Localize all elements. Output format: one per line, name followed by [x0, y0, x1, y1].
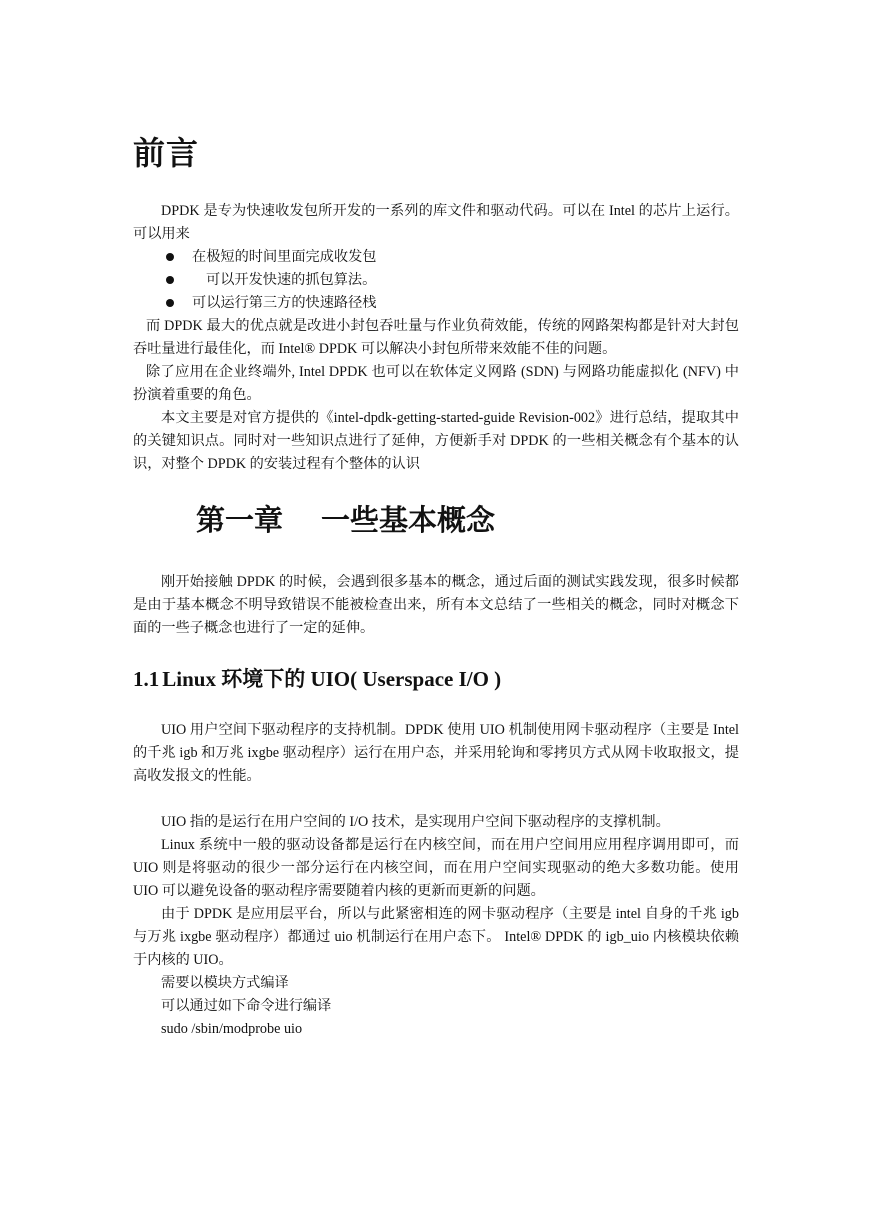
bullet-dot-icon	[166, 276, 174, 284]
section-paragraph-4: 由于 DPDK 是应用层平台，所以与此紧密相连的网卡驱动程序（主要是 intel 自身的千兆 igb 与万兆 ixgbe 驱动程序）都通过 uio 机制运行在用户态下。 Intel® DPDK 的 igb_uio 内核模块依赖于内核的 UIO。	[133, 906, 739, 968]
section-paragraph-2: UIO 指的是运行在用户空间的 I/O 技术，是实现用户空间下驱动程序的支撑机制。	[161, 814, 670, 830]
chapter-title: 一些基本概念	[321, 503, 496, 537]
section-number: 1.1	[133, 667, 160, 691]
section-line-2: 可以通过如下命令进行编译	[161, 998, 332, 1014]
preface-paragraph-3: 除了应用在企业终端外, Intel DPDK 也可以在软体定义网路 (SDN) 与网路功能虚拟化 (NFV) 中扮演着重要的角色。	[133, 364, 739, 403]
bullet-dot-icon	[166, 299, 174, 307]
preface-paragraph-4: 本文主要是对官方提供的《intel-dpdk-getting-started-guide Revision-002》进行总结，提取其中的关键知识点。同时对一些知识点进行了延伸，方便新手对 DPDK 的一些相关概念有个基本的认识，对整个 DPDK 的安装过程有个整体的认识	[133, 410, 739, 472]
bullet-item-1: 在极短的时间里面完成收发包	[166, 246, 376, 269]
preface-intro-paragraph: DPDK 是专为快速收发包所开发的一系列的库文件和驱动代码。可以在 Intel 的芯片上运行。可以用来	[133, 203, 739, 242]
section-line-1: 需要以模块方式编译	[161, 975, 289, 991]
section-paragraph-1: UIO 用户空间下驱动程序的支持机制。DPDK 使用 UIO 机制使用网卡驱动程序（主要是 Intel 的千兆 igb 和万兆 ixgbe 驱动程序）运行在用户态，并采用轮询和零拷贝方式从网卡收取报文，提高收发报文的性能。	[133, 722, 739, 784]
bullet-dot-icon	[166, 253, 174, 261]
section-title: Linux 环境下的 UIO( Userspace I/O )	[162, 667, 502, 691]
section-1-1-heading	[133, 664, 739, 694]
preface-paragraph-2: 而 DPDK 最大的优点就是改进小封包吞吐量与作业负荷效能，传统的网路架构都是针对大封包吞吐量进行最佳化，而 Intel® DPDK 可以解决小封包所带来效能不佳的问题。	[133, 318, 739, 357]
bullet-item-2: 可以开发快速的抓包算法。	[166, 269, 376, 292]
section-paragraph-3: Linux 系统中一般的驱动设备都是运行在内核空间，而在用户空间用应用程序调用即可，而 UIO 则是将驱动的很少一部分运行在内核空间，而在用户空间实现驱动的绝大多数功能。使用 UIO 可以避免设备的驱动程序需要随着内核的更新而更新的问题。	[133, 837, 739, 899]
chapter-1-intro-paragraph: 刚开始接触 DPDK 的时候，会遇到很多基本的概念，通过后面的测试实践发现，很多时候都是由于基本概念不明导致错误不能被检查出来，所有本文总结了一些相关的概念，同时对概念下面的一些子概念也进行了一定的延伸。	[133, 574, 739, 636]
command-line: sudo /sbin/modprobe uio	[161, 1021, 303, 1037]
preface-title: 前言	[133, 134, 200, 172]
bullet-item-3: 可以运行第三方的快速路径栈	[166, 292, 376, 315]
chapter-label: 第一章	[196, 503, 284, 537]
chapter-1-heading	[196, 500, 756, 540]
